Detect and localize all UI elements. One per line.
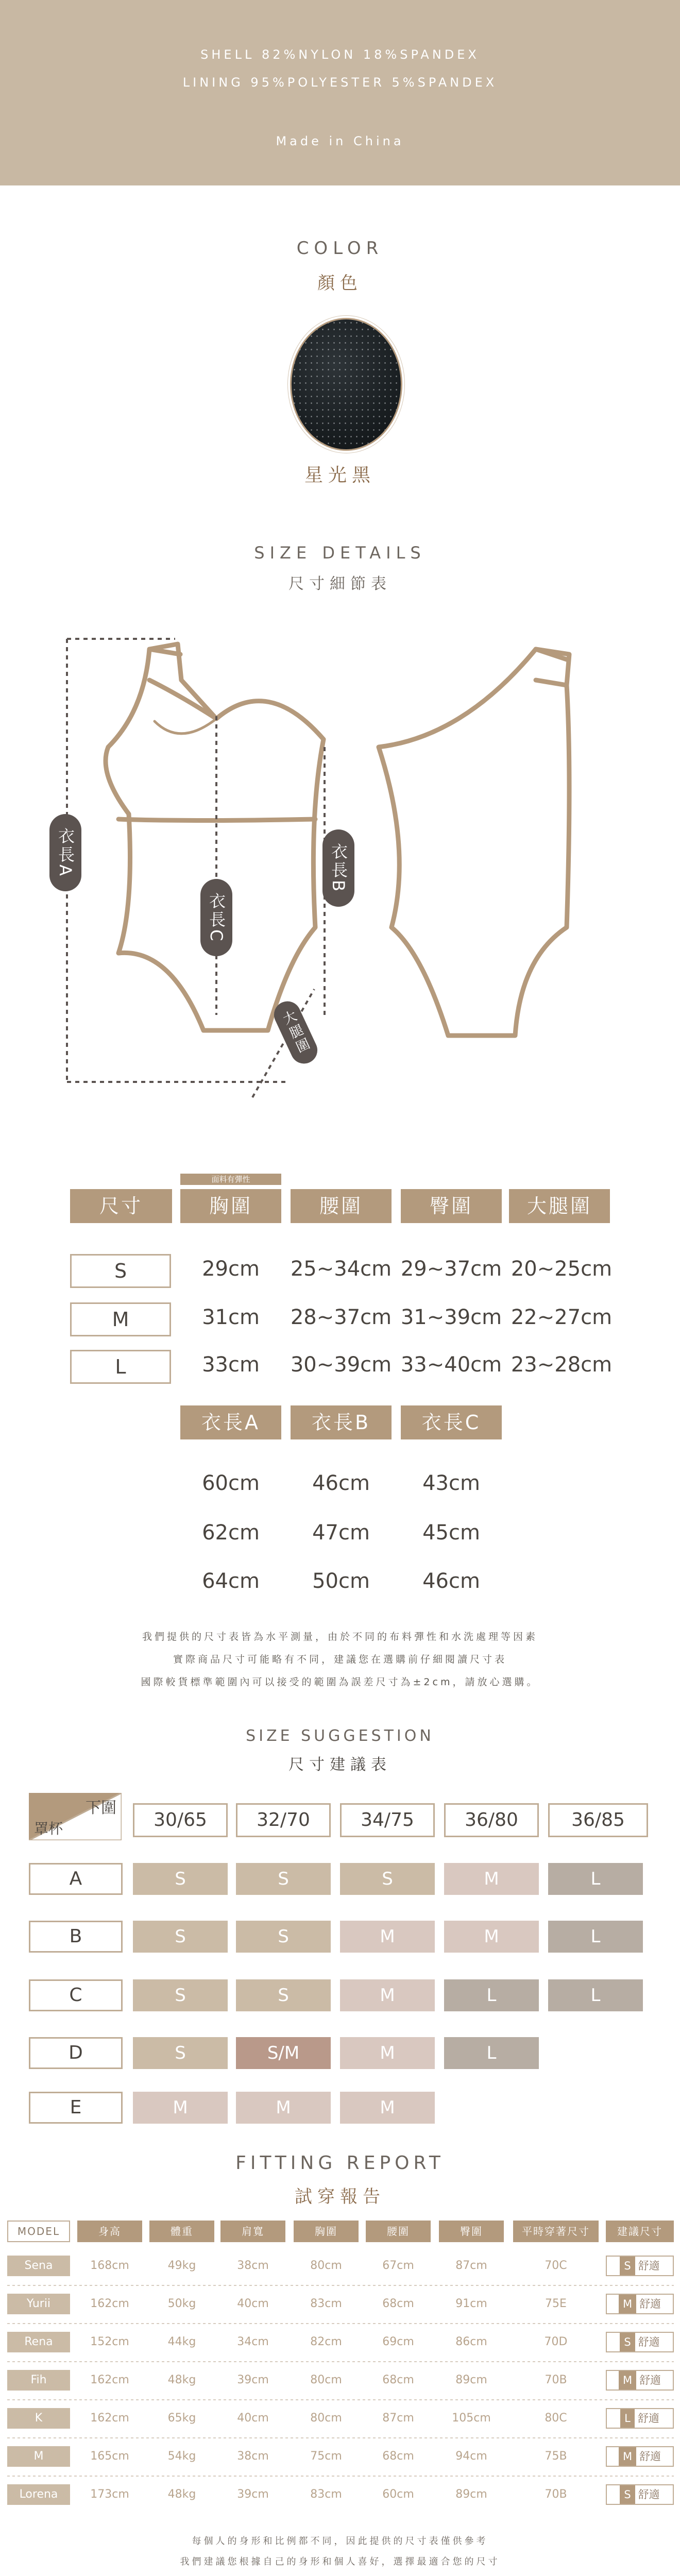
- size-suggestion-title-zh: 尺寸建議表: [288, 1756, 392, 1774]
- report-cell: 38cm: [237, 2259, 269, 2272]
- report-cell: 86cm: [455, 2335, 487, 2348]
- report-cell: 39cm: [237, 2374, 269, 2386]
- row-divider: [7, 2323, 674, 2324]
- report-cell: 87cm: [455, 2259, 487, 2272]
- report-cell: 70B: [545, 2488, 567, 2501]
- color-swatch-name: 星光黑: [304, 465, 376, 486]
- row-divider: [7, 2361, 674, 2362]
- col-size: 尺寸: [70, 1189, 172, 1223]
- fitting-report-title-zh: 試穿報告: [295, 2187, 385, 2207]
- recommended-size-badge: S: [620, 2485, 635, 2504]
- suggested-size-cell: S: [133, 1921, 228, 1953]
- length-b-label: 衣長B: [322, 829, 354, 907]
- report-cell: 34cm: [237, 2335, 269, 2348]
- color-title-en: COLOR: [296, 238, 384, 259]
- report-cell: 80cm: [310, 2259, 342, 2272]
- recommended-size-cell: [606, 2256, 674, 2276]
- report-cell: 38cm: [237, 2450, 269, 2463]
- report-cell: 40cm: [237, 2297, 269, 2310]
- report-cell: 40cm: [237, 2412, 269, 2425]
- hip-cell: 31~39cm: [400, 1306, 502, 1329]
- suggested-size-cell: M: [133, 2092, 228, 2124]
- recommended-size-cell: [606, 2370, 674, 2391]
- model-name: Lorena: [7, 2484, 70, 2505]
- model-name: Fih: [7, 2370, 70, 2391]
- hip-cell: 29~37cm: [400, 1257, 502, 1281]
- recommended-size-badge: L: [620, 2409, 635, 2428]
- suggested-size-cell: S: [236, 1921, 331, 1953]
- model-name: K: [7, 2408, 70, 2429]
- model-name: Rena: [7, 2332, 70, 2352]
- col-length-a: 衣長A: [180, 1405, 281, 1439]
- length-cell: 50cm: [312, 1569, 370, 1593]
- report-cell: 80C: [545, 2412, 567, 2425]
- recommended-size-cell: [606, 2408, 674, 2429]
- thigh-cell: 20~25cm: [511, 1257, 613, 1281]
- report-cell: 80cm: [310, 2374, 342, 2386]
- report-cell: 69cm: [382, 2335, 414, 2348]
- report-cell: 75cm: [310, 2450, 342, 2463]
- model-name: Sena: [7, 2256, 70, 2276]
- report-cell: 105cm: [452, 2412, 491, 2425]
- report-header-cell: 建議尺寸: [606, 2221, 674, 2242]
- recommended-size-cell: [606, 2484, 674, 2505]
- length-c-label: 衣長C: [200, 879, 232, 956]
- material-banner: [0, 0, 680, 185]
- color-swatch[interactable]: [292, 319, 401, 449]
- col-hip: 臀圍: [401, 1189, 502, 1223]
- suggested-size-cell: M: [340, 1979, 435, 2011]
- report-header-cell: 體重: [149, 2221, 214, 2242]
- length-cell: 62cm: [202, 1521, 260, 1545]
- recommended-size-badge: M: [619, 2371, 636, 2389]
- report-cell: 70B: [545, 2374, 567, 2386]
- suggested-size-cell: M: [444, 1863, 539, 1895]
- suggested-size-cell: S: [133, 2037, 228, 2069]
- suggested-size-cell: L: [548, 1863, 643, 1895]
- shell-composition: SHELL 82%NYLON 18%SPANDEX: [200, 47, 480, 62]
- report-cell: 68cm: [382, 2297, 414, 2310]
- fit-comment: 舒適: [639, 2298, 661, 2310]
- row-divider: [7, 2437, 674, 2438]
- waist-cell: 28~37cm: [290, 1306, 392, 1329]
- size-details-title-en: SIZE DETAILS: [254, 543, 426, 563]
- suggested-size-cell: L: [444, 1979, 539, 2011]
- report-cell: 49kg: [167, 2259, 196, 2272]
- report-cell: 75B: [545, 2450, 567, 2463]
- report-cell: 89cm: [455, 2374, 487, 2386]
- report-cell: 70D: [544, 2335, 568, 2348]
- recommended-size-badge: M: [619, 2447, 636, 2466]
- recommended-size-cell: [606, 2294, 674, 2314]
- length-cell: 45cm: [422, 1521, 480, 1545]
- size-suggestion-title-en: SIZE SUGGESTION: [246, 1727, 434, 1745]
- report-cell: 70C: [545, 2259, 567, 2272]
- report-cell: 83cm: [310, 2297, 342, 2310]
- thigh-cell: 23~28cm: [511, 1353, 613, 1377]
- lining-composition: LINING 95%POLYESTER 5%SPANDEX: [182, 75, 498, 90]
- report-header-cell: 臀圍: [439, 2221, 504, 2242]
- fit-comment: 舒適: [637, 2412, 659, 2425]
- suggested-size-cell: S: [236, 1863, 331, 1895]
- recommended-size-cell: [606, 2332, 674, 2352]
- report-header-cell: 平時穿著尺寸: [513, 2221, 599, 2242]
- origin-text: Made in China: [276, 134, 404, 148]
- suggestion-corner: [29, 1793, 122, 1840]
- corner-cup: 罩杯: [34, 1820, 63, 1837]
- size-note: 實際商品尺寸可能略有不同，建議您在選購前仔細閱讀尺寸表: [173, 1654, 507, 1665]
- length-a-label: 衣長A: [49, 814, 81, 891]
- suggested-size-cell: S: [236, 1979, 331, 2011]
- length-cell: 46cm: [422, 1569, 480, 1593]
- fit-comment: 舒適: [639, 2450, 661, 2463]
- suggested-size-cell: M: [236, 2092, 331, 2124]
- report-cell: 50kg: [167, 2297, 196, 2310]
- chest-cell: 29cm: [202, 1257, 260, 1281]
- report-cell: 162cm: [90, 2297, 129, 2310]
- suggested-size-cell: M: [340, 1921, 435, 1953]
- report-cell: 94cm: [455, 2450, 487, 2463]
- fit-comment: 舒適: [638, 2260, 660, 2272]
- report-cell: 83cm: [310, 2488, 342, 2501]
- underband-col: 34/75: [340, 1803, 435, 1837]
- recommended-size-badge: M: [619, 2295, 636, 2313]
- suggested-size-cell: M: [340, 2092, 435, 2124]
- report-cell: 89cm: [455, 2488, 487, 2501]
- report-cell: 165cm: [90, 2450, 129, 2463]
- report-cell: 48kg: [167, 2488, 196, 2501]
- recommended-size-badge: S: [620, 2333, 635, 2351]
- fit-comment: 舒適: [639, 2374, 661, 2386]
- hip-cell: 33~40cm: [400, 1353, 502, 1377]
- suggested-size-cell: L: [548, 1921, 643, 1953]
- size-note: 國際較貨標準範圍內可以接受的範圍為誤差尺寸為±2cm，請放心選購。: [141, 1676, 539, 1688]
- swimsuit-diagram: [0, 618, 680, 1133]
- report-cell: 54kg: [167, 2450, 196, 2463]
- col-waist: 腰圍: [291, 1189, 392, 1223]
- size-cell: L: [70, 1350, 171, 1384]
- col-chest: 胸圍: [180, 1189, 281, 1223]
- size-cell: S: [70, 1254, 171, 1288]
- cup-row-label: E: [29, 2092, 123, 2124]
- suggested-size-cell: S: [133, 1979, 228, 2011]
- report-cell: 162cm: [90, 2412, 129, 2425]
- suggested-size-cell: S: [340, 1863, 435, 1895]
- thigh-label: 大腿圍: [269, 997, 321, 1068]
- length-cell: 60cm: [202, 1471, 260, 1495]
- suggested-size-cell: M: [444, 1921, 539, 1953]
- suggested-size-cell: S/M: [236, 2037, 331, 2069]
- recommended-size-badge: S: [620, 2257, 635, 2275]
- length-cell: 46cm: [312, 1471, 370, 1495]
- report-cell: 91cm: [455, 2297, 487, 2310]
- size-note: 我們提供的尺寸表皆為水平測量，由於不同的布料彈性和水洗處理等因素: [142, 1631, 538, 1642]
- report-header-cell: MODEL: [7, 2221, 70, 2242]
- report-header-cell: 肩寬: [220, 2221, 285, 2242]
- size-cell: M: [70, 1302, 171, 1336]
- thigh-cell: 22~27cm: [511, 1306, 613, 1329]
- chest-cell: 31cm: [202, 1306, 260, 1329]
- report-cell: 44kg: [167, 2335, 196, 2348]
- waist-cell: 30~39cm: [290, 1353, 392, 1377]
- corner-underband: 下圍: [86, 1799, 116, 1817]
- model-name: Yurii: [7, 2294, 70, 2314]
- col-thigh: 大腿圍: [509, 1189, 610, 1223]
- length-cell: 64cm: [202, 1569, 260, 1593]
- report-cell: 82cm: [310, 2335, 342, 2348]
- fit-comment: 舒適: [638, 2488, 660, 2501]
- report-cell: 80cm: [310, 2412, 342, 2425]
- fitting-note: 每個人的身形和比例都不同，因此提供的尺寸表僅供參考: [192, 2536, 488, 2547]
- cup-row-label: A: [29, 1863, 123, 1895]
- recommended-size-cell: [606, 2446, 674, 2467]
- elastic-tag: 面料有彈性: [180, 1174, 281, 1185]
- underband-col: 36/80: [444, 1803, 539, 1837]
- report-cell: 39cm: [237, 2488, 269, 2501]
- cup-row-label: B: [29, 1921, 123, 1953]
- suggested-size-cell: L: [444, 2037, 539, 2069]
- report-cell: 173cm: [90, 2488, 129, 2501]
- size-details-title-zh: 尺寸細節表: [288, 575, 392, 593]
- report-cell: 162cm: [90, 2374, 129, 2386]
- suggested-size-cell: S: [133, 1863, 228, 1895]
- report-cell: 67cm: [382, 2259, 414, 2272]
- row-divider: [7, 2285, 674, 2286]
- length-cell: 43cm: [422, 1471, 480, 1495]
- col-length-b: 衣長B: [291, 1405, 392, 1439]
- waist-cell: 25~34cm: [290, 1257, 392, 1281]
- report-cell: 75E: [545, 2297, 567, 2310]
- color-title-zh: 顏色: [317, 273, 363, 294]
- report-cell: 68cm: [382, 2450, 414, 2463]
- report-cell: 68cm: [382, 2374, 414, 2386]
- report-cell: 152cm: [90, 2335, 129, 2348]
- row-divider: [7, 2399, 674, 2400]
- cup-row-label: D: [29, 2037, 123, 2069]
- report-header-cell: 腰圍: [366, 2221, 431, 2242]
- report-header-cell: 胸圍: [294, 2221, 359, 2242]
- fitting-note: 我們建議您根據自己的身形和個人喜好，選擇最適合您的尺寸: [180, 2556, 500, 2567]
- underband-col: 30/65: [133, 1803, 228, 1837]
- report-cell: 60cm: [382, 2488, 414, 2501]
- cup-row-label: C: [29, 1979, 123, 2011]
- underband-col: 32/70: [236, 1803, 331, 1837]
- report-cell: 168cm: [90, 2259, 129, 2272]
- suggested-size-cell: L: [548, 1979, 643, 2011]
- report-cell: 65kg: [167, 2412, 196, 2425]
- fit-comment: 舒適: [638, 2336, 660, 2348]
- chest-cell: 33cm: [202, 1353, 260, 1377]
- underband-col: 36/85: [548, 1803, 648, 1837]
- row-divider: [7, 2476, 674, 2477]
- model-name: M: [7, 2446, 70, 2467]
- col-length-c: 衣長C: [401, 1405, 502, 1439]
- report-header-cell: 身高: [77, 2221, 142, 2242]
- fitting-report-title-en: FITTING REPORT: [235, 2153, 445, 2174]
- suggested-size-cell: M: [340, 2037, 435, 2069]
- length-cell: 47cm: [312, 1521, 370, 1545]
- report-cell: 87cm: [382, 2412, 414, 2425]
- report-cell: 48kg: [167, 2374, 196, 2386]
